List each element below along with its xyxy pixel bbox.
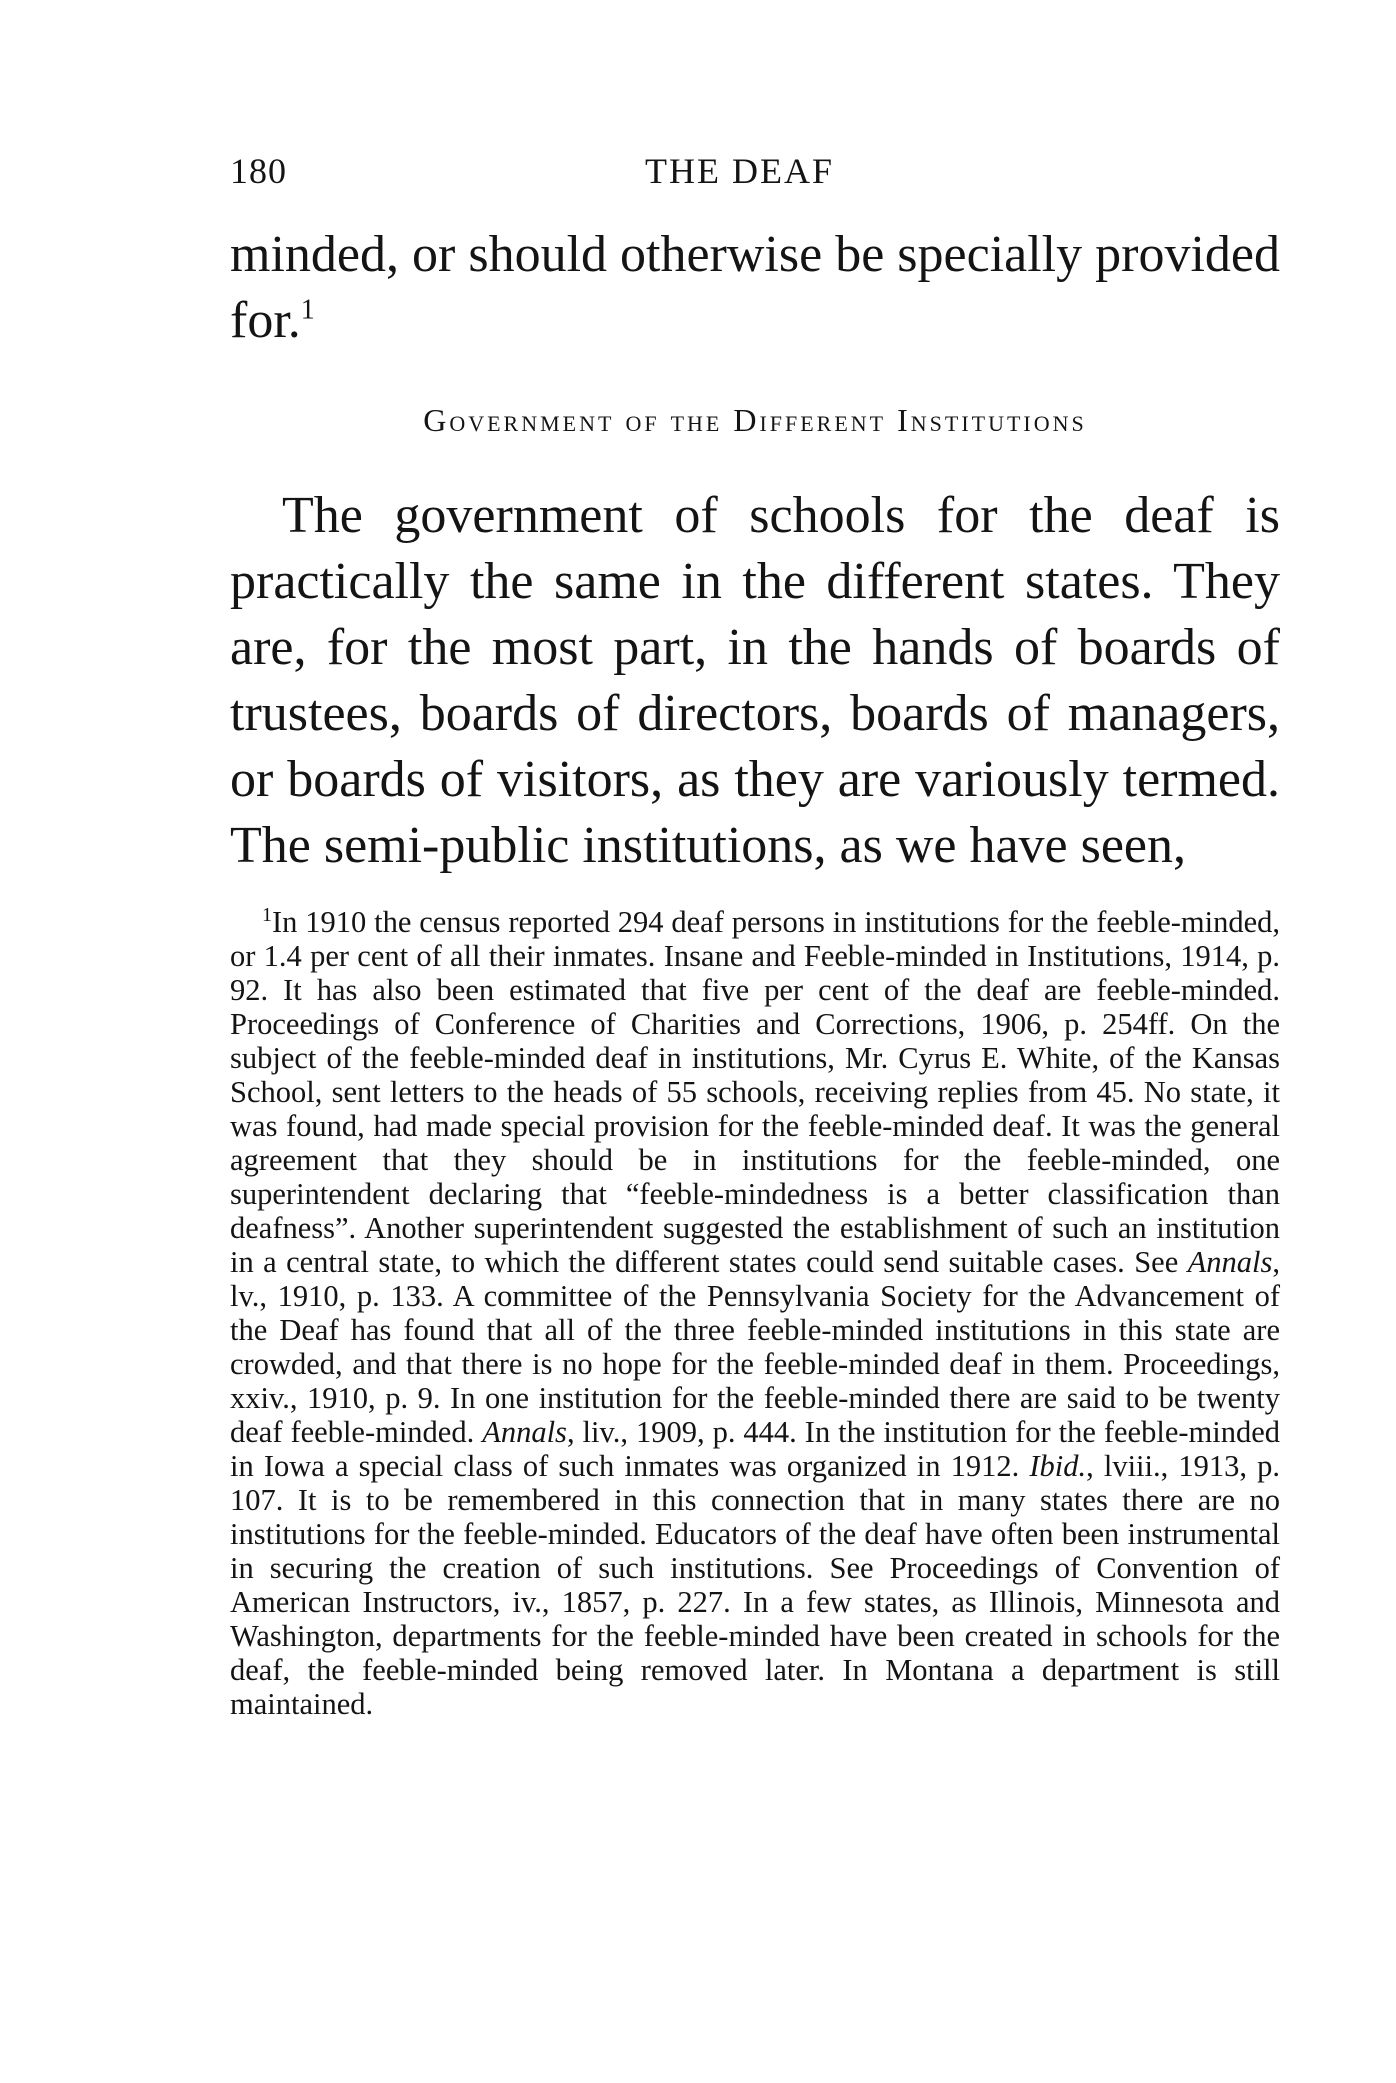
footnote-number: 1 [262, 903, 272, 926]
footnote-italic-annals-1: Annals [1187, 1245, 1273, 1279]
body-paragraph: The government of schools for the deaf is practically the same in the different states. They are, for the most part, in the hands of boards of trustees, boards of directors, boards of managers, or boards of visitors, as they are variously termed. The semi-public institutions, as we have seen, [230, 487, 1280, 874]
footnote-italic-ibid: Ibid. [1029, 1449, 1087, 1483]
running-head [230, 150, 1280, 206]
footnote-text-3: , liv., 1909, p. 444. In the institution for the feeble-minded in Iowa a special class of such inmates was organized in 1912. [230, 1415, 1280, 1483]
footnote-text-1: In 1910 the census reported 294 deaf persons in institutions for the feeble-minded, or 1.4 per cent of all their inmates. Insane and Feeble-minded in Institutions, 1914, p. 92. It has also been estimated that five per cent of the deaf are feeble-minded. Proceedings of Conference of Charities and Corrections, 1906, p. 254ff. On the subject of the feeble-minded deaf in institutions, Mr. Cyrus E. White, of the Kansas School, sent letters to the heads of 55 schools, receiving replies from 45. No state, it was found, had made special provision for the feeble-minded deaf. It was the general agreement that they should be in institutions for the feeble-minded, one superintendent declaring that “feeble-mindedness is a better classification than deafness”. Another superintendent suggested the establishment of such an institution in a central state, to which the different states could send suitable cases. See [230, 905, 1280, 1279]
footnote [230, 905, 1280, 1721]
section-heading: Government of the Different Institutions [423, 402, 1087, 438]
footnote-text-2: , lv., 1910, p. 133. A committee of the Pennsylvania Society for the Advancement of the Deaf has found that all of the three feeble-minded institutions in this state are crowded, and that there is no hope for the feeble-minded deaf in them. Proceedings, xxiv., 1910, p. 9. In one institution for the feeble-minded there are said to be twenty deaf feeble-minded. [230, 1245, 1280, 1449]
footnote-text-4: , lviii., 1913, p. 107. It is to be remembered in this connection that in many states there are no institutions for the feeble-minded. Educators of the deaf have often been instrumental in securing the creation of such institutions. See Proceedings of Convention of American Instructors, iv., 1857, p. 227. In a few states, as Illinois, Minnesota and Washington, departments for the feeble-minded have been created in schools for the deaf, the feeble-minded being removed later. In Montana a department is still maintained. [230, 1449, 1280, 1721]
continuation-text [230, 222, 1280, 354]
footnote-italic-annals-2: Annals [482, 1415, 567, 1449]
continuation-sentence: minded, or should otherwise be specially provided for. [230, 226, 1280, 349]
footnote-reference: 1 [300, 294, 315, 326]
book-page [230, 150, 1280, 1721]
running-title: THE DEAF [645, 151, 834, 191]
page-number: 180 [230, 151, 287, 191]
